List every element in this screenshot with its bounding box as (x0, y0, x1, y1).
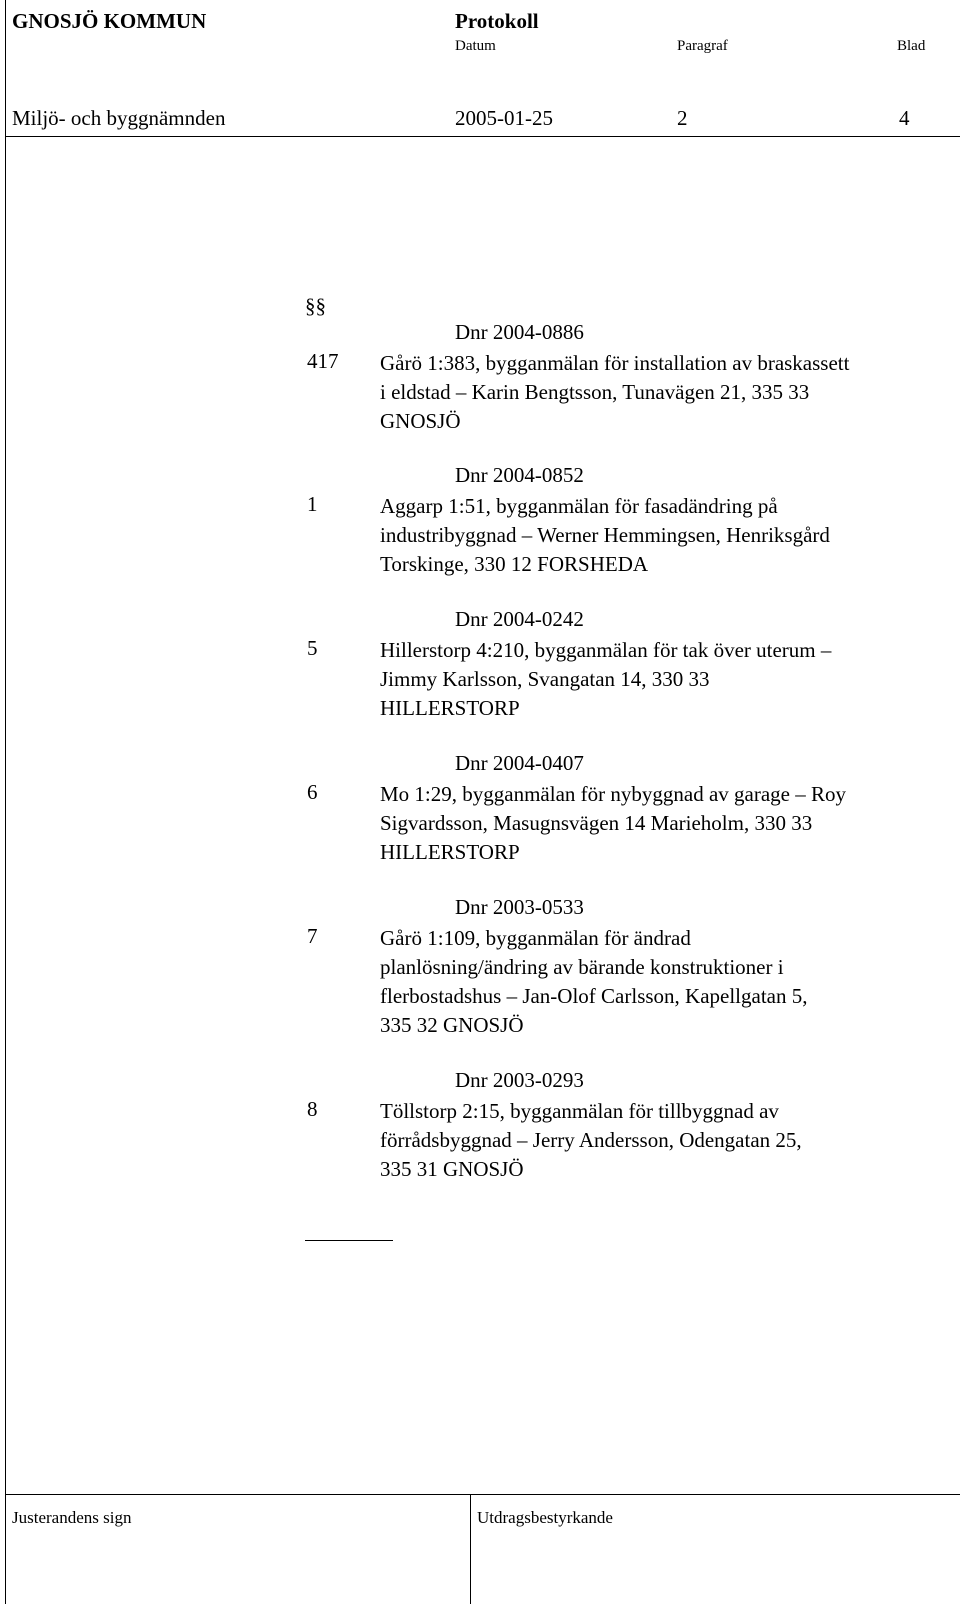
document-type: Protokoll (455, 9, 539, 33)
case-dnr: Dnr 2004-0852 (455, 463, 584, 487)
case-description-line: i eldstad – Karin Bengtsson, Tunavägen 21, 335 33 (380, 380, 810, 404)
case-description (380, 492, 940, 579)
case-description (380, 349, 940, 436)
case-number: 8 (307, 1097, 318, 1121)
case-description-line: GNOSJÖ (380, 409, 461, 433)
case-description-line: 335 32 GNOSJÖ (380, 1013, 524, 1037)
meeting-date: 2005-01-25 (455, 106, 553, 130)
case-dnr: Dnr 2003-0533 (455, 895, 584, 919)
left-margin-line (5, 0, 6, 1604)
adjuster-signature-label: Justerandens sign (12, 1508, 132, 1527)
case-number: 5 (307, 636, 318, 660)
case-number: 7 (307, 924, 318, 948)
case-description-line: Hillerstorp 4:210, bygganmälan för tak över uterum – (380, 638, 832, 662)
case-description-line: Gårö 1:109, bygganmälan för ändrad (380, 926, 691, 950)
case-description-line: Mo 1:29, bygganmälan för nybyggnad av garage – Roy (380, 782, 846, 806)
case-description-line: HILLERSTORP (380, 840, 520, 864)
paragraf-column-label: Paragraf (677, 38, 728, 54)
case-description-line: Gårö 1:383, bygganmälan för installation av braskassett (380, 351, 850, 375)
case-description-line: Aggarp 1:51, bygganmälan för fasadändring på (380, 494, 778, 518)
section-sign: §§ (305, 294, 326, 318)
end-of-section-rule (305, 1240, 393, 1241)
case-description-line: HILLERSTORP (380, 696, 520, 720)
case-number: 6 (307, 780, 318, 804)
case-description (380, 780, 940, 867)
case-description-line: Sigvardsson, Masugnsvägen 14 Marieholm, 330 33 (380, 811, 813, 835)
case-description (380, 924, 940, 1040)
case-description-line: Jimmy Karlsson, Svangatan 14, 330 33 (380, 667, 710, 691)
case-description-line: planlösning/ändring av bärande konstruktioner i (380, 955, 784, 979)
datum-column-label: Datum (455, 38, 496, 54)
case-dnr: Dnr 2004-0407 (455, 751, 584, 775)
committee-name: Miljö- och byggnämnden (12, 106, 226, 130)
case-description-line: flerbostadshus – Jan-Olof Carlsson, Kapellgatan 5, (380, 984, 808, 1008)
sheet-number: 4 (899, 106, 910, 130)
case-number: 417 (307, 349, 339, 373)
extract-certification-label: Utdragsbestyrkande (477, 1508, 613, 1527)
case-description (380, 1097, 940, 1184)
case-description-line: Torskinge, 330 12 FORSHEDA (380, 552, 649, 576)
case-description-line: industribyggnad – Werner Hemmingsen, Henriksgård (380, 523, 830, 547)
case-number: 1 (307, 492, 318, 516)
footer-divider-line (470, 1494, 471, 1604)
case-dnr: Dnr 2004-0886 (455, 320, 584, 344)
case-dnr: Dnr 2004-0242 (455, 607, 584, 631)
case-description (380, 636, 940, 723)
case-description-line: 335 31 GNOSJÖ (380, 1157, 524, 1181)
case-description-line: förrådsbyggnad – Jerry Andersson, Odengatan 25, (380, 1128, 802, 1152)
footer-separator-line (5, 1494, 960, 1495)
header-separator-line (5, 136, 960, 137)
case-description-line: Töllstorp 2:15, bygganmälan för tillbyggnad av (380, 1099, 779, 1123)
municipality-name: GNOSJÖ KOMMUN (12, 9, 207, 33)
paragraph-number: 2 (677, 106, 688, 130)
case-dnr: Dnr 2003-0293 (455, 1068, 584, 1092)
blad-column-label: Blad (897, 38, 926, 54)
